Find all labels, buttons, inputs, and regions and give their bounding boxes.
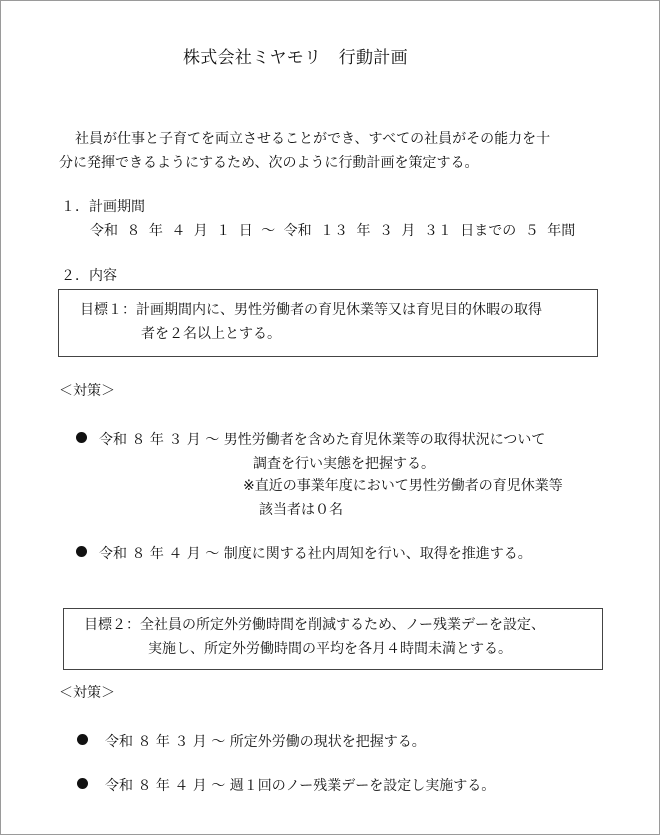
measures-1-heading: ＜対策＞ [59,383,115,399]
bullet-icon [77,734,88,745]
goal-1-box [58,289,598,357]
goal-1-line-1: 目標１：計画期間内に、男性労働者の育児休業等又は育児目的休暇の取得 [80,302,542,318]
goal-2-line-2: 実施し、所定外労働時間の平均を各月４時間未満とする。 [148,641,512,657]
measure-2-2-line-1: 令和 ８ 年 ４ 月 〜 週１回のノー残業デーを設定し実施する。 [105,778,496,794]
measure-1-1-note-1: ※直近の事業年度において男性労働者の育児休業等 [243,478,563,494]
measure-1-2-line-1: 令和 ８ 年 ４ 月 〜 制度に関する社内周知を行い、取得を推進する。 [99,546,532,562]
measures-2-heading: ＜対策＞ [59,685,115,701]
measure-1-1-note-2: 該当者は０名 [259,502,343,518]
plan-period: 令和 ８ 年 ４ 月 １ 日 〜 令和 １３ 年 ３ 月 ３１ 日までの ５ 年間 [90,223,576,239]
measure-2-1-line-1: 令和 ８ 年 ３ 月 〜 所定外労働の現状を把握する。 [105,734,426,750]
bullet-icon [77,778,88,789]
bullet-icon [76,546,87,557]
bullet-icon [76,432,87,443]
goal-2-line-1: 目標２：全社員の所定外労働時間を削減するため、ノー残業デーを設定、 [84,617,546,633]
goal-2-box [63,608,603,670]
document-title: 株式会社ミヤモリ 行動計画 [183,48,408,68]
section-1-heading: １．計画期間 [61,199,145,215]
section-2-heading: ２．内容 [61,268,117,284]
goal-1-line-2: 者を２名以上とする。 [141,326,281,342]
measure-1-1-line-2: 調査を行い実態を把握する。 [253,456,435,472]
measure-1-1-line-1: 令和 ８ 年 ３ 月 〜 男性労働者を含めた育児休業等の取得状況について [99,432,546,448]
intro-line-2: 分に発揮できるようにするため、次のように行動計画を策定する。 [59,155,479,171]
intro-line-1: 社員が仕事と子育てを両立させることができ、すべての社員がその能力を十 [75,131,551,147]
